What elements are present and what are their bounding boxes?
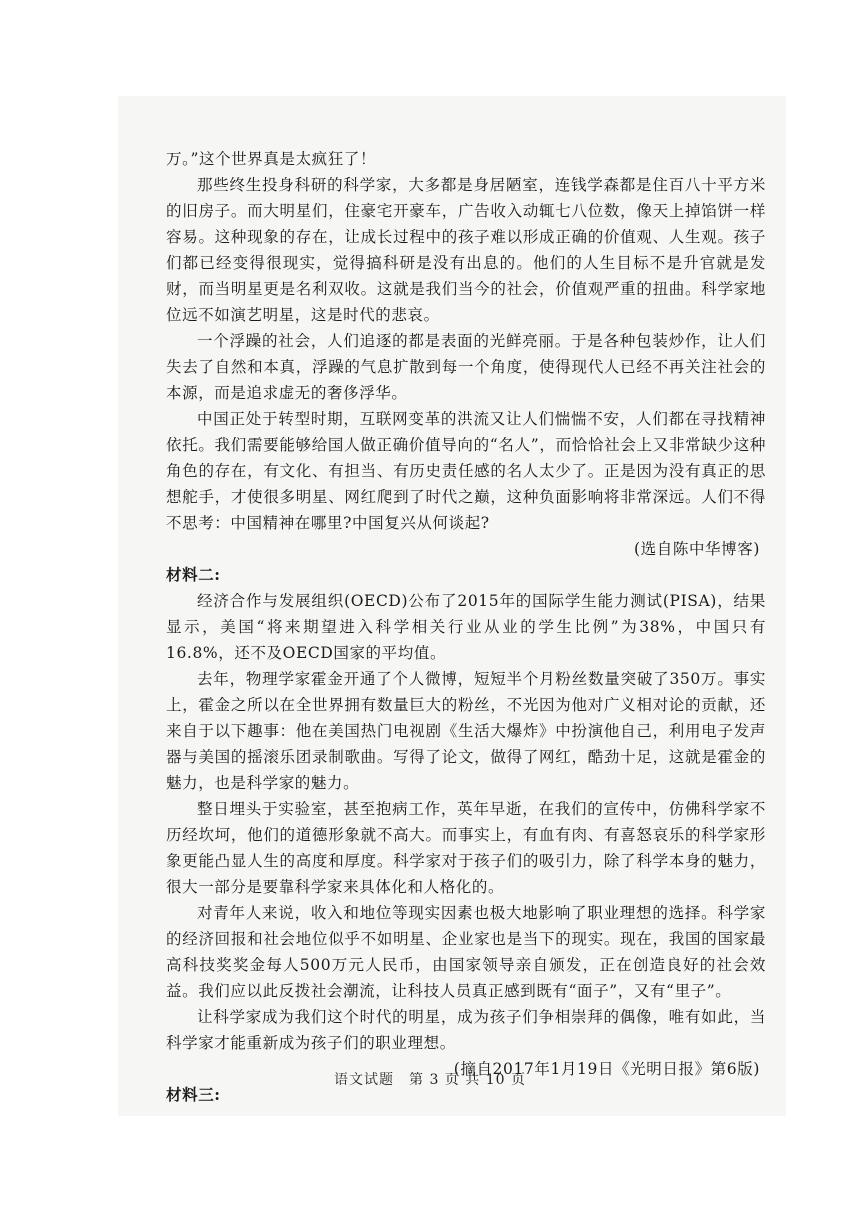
page-footer: 语文试题 第 3 页 共 10 页 bbox=[334, 1072, 526, 1088]
paragraph-scientist-stars: 让科学家成为我们这个时代的明星，成为孩子们争相崇拜的偶像，唯有如此，当科学家才能重新成为孩子们的职业理想。 bbox=[166, 1008, 766, 1052]
section-heading-material-3: 材料三: bbox=[166, 1085, 221, 1104]
source-citation-1: (选自陈中华博客) bbox=[634, 540, 760, 558]
paragraph-hawking: 去年，物理学家霍金开通了个人微博，短短半个月粉丝数量突破了350万。事实上，霍金之所以在全世界拥有数量巨大的粉丝，不光因为他对广义相对论的贡献，还来自于以下趣事：他在美国热门电视剧《生活大爆炸》中扮演他自己，利用电子发声器与美国的摇滚乐团录制歌曲。写得了论文，做得了网红，酷劲十足，这就是霍金的魅力，也是科学家的魅力。 bbox=[166, 670, 766, 792]
document-body bbox=[166, 146, 766, 1108]
section-heading-material-2: 材料二: bbox=[166, 565, 221, 584]
paragraph-impetuous-society: 一个浮躁的社会，人们追逐的都是表面的光鲜亮丽。于是各种包装炒作，让人们失去了自然和本真，浮躁的气息扩散到每一个角度，使得现代人已经不再关注社会的本源，而是追求虚无的奢侈浮华。 bbox=[166, 332, 766, 402]
paragraph-income-status: 对青年人来说，收入和地位等现实因素也极大地影响了职业理想的选择。科学家的经济回报和社会地位似乎不如明星、企业家也是当下的现实。现在，我国的国家最高科技奖奖金每人500万元人民币，由国家领导亲自颁发，正在创造良好的社会效益。我们应以此反拨社会潮流，让科技人员真正感到既有“面子”，又有“里子”。 bbox=[166, 904, 766, 1000]
paragraph-transition-period: 中国正处于转型时期，互联网变革的洪流又让人们惴惴不安，人们都在寻找精神依托。我们需要能够给国人做正确价值导向的“名人”，而恰恰社会上又非常缺少这种角色的存在，有文化、有担当、有历史责任感的名人太少了。正是因为没有真正的思想舵手，才使很多明星、网红爬到了时代之巅，这种负面影响将非常深远。人们不得不思考：中国精神在哪里?中国复兴从何谈起? bbox=[166, 410, 766, 532]
paragraph-oecd-pisa: 经济合作与发展组织(OECD)公布了2015年的国际学生能力测试(PISA)，结果显示，美国“将来期望进入科学相关行业从业的学生比例”为38%，中国只有16.8%，还不及OECD国家的平均值。 bbox=[166, 592, 766, 662]
source-citation-2: (摘自2017年1月19日《光明日报》第6版) bbox=[453, 1060, 760, 1078]
paragraph-lab-image: 整日埋头于实验室，甚至抱病工作，英年早逝，在我们的宣传中，仿佛科学家不历经坎坷，他们的道德形象就不高大。而事实上，有血有肉、有喜怒哀乐的科学家形象更能凸显人生的高度和厚度。科学家对于孩子们的吸引力，除了科学本身的魅力，很大一部分是要靠科学家来具体化和人格化的。 bbox=[166, 800, 766, 896]
paragraph-scientists-housing: 那些终生投身科研的科学家，大多都是身居陋室，连钱学森都是住百八十平方米的旧房子。而大明星们，住豪宅开豪车，广告收入动辄七八位数，像天上掉馅饼一样容易。这种现象的存在，让成长过程中的孩子难以形成正确的价值观、人生观。孩子们都已经变得很现实，觉得搞科研是没有出息的。他们的人生目标不是升官就是发财，而当明星更是名利双收。这就是我们当今的社会，价值观严重的扭曲。科学家地位远不如演艺明星，这是时代的悲哀。 bbox=[166, 176, 766, 324]
intro-line: 万。”这个世界真是太疯狂了！ bbox=[166, 150, 377, 168]
